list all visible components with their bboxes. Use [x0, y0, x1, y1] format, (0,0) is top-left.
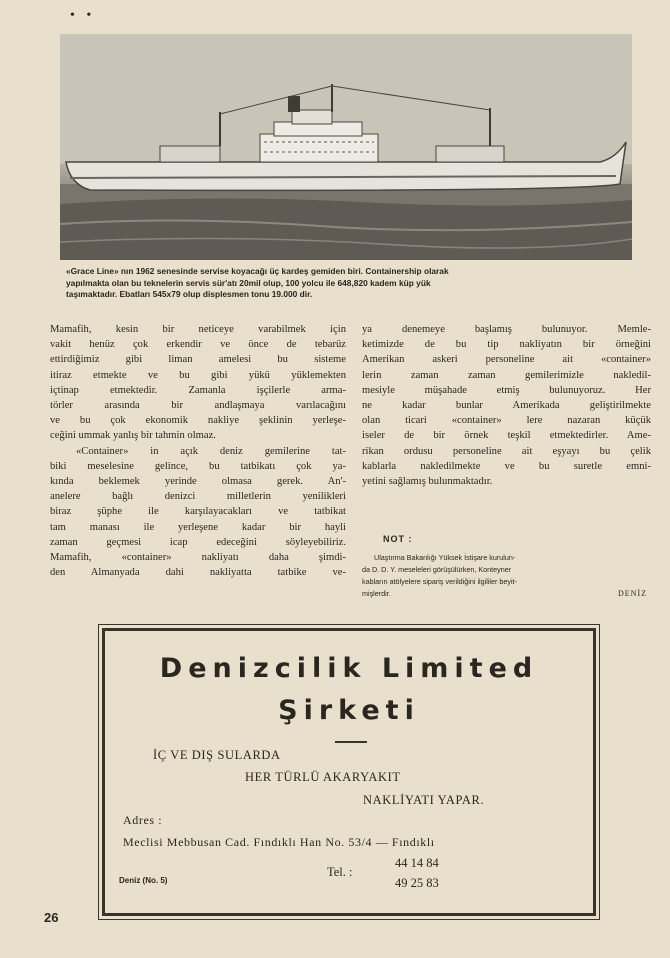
text-line: ne kadar bunlar Amerikada geliştirilmekte: [362, 400, 651, 412]
text-line: biraz şüphe ile karşılayacakları ve tatbikat: [50, 506, 346, 518]
text-line: mesiyle müşahade etmiş bulunuyoruz. Her: [362, 384, 651, 396]
note-signature: DENİZ: [618, 589, 647, 598]
caption-line: yapılmakta olan bu teknelerin servis sür'atı 20mil olup, 100 yolcu ile 648,820 kadem küp yük: [66, 277, 431, 288]
note-line: kabların atölyelere sipariş verildiğini ilgililer beyit-: [362, 577, 517, 586]
text-line: olan ticari «container» lere nazaran küçük: [362, 415, 651, 427]
ad-tel-label: Tel. :: [327, 865, 353, 879]
text-line: biki meselesine gelince, bu tatbikatı çok ya-: [50, 460, 346, 472]
text-line: ketimizde de bu tip nakliyatın bir örneğini: [362, 339, 651, 351]
ad-source: Deniz (No. 5): [119, 876, 168, 885]
text-line: kında beklemek yerinde olmasa gerek. An'-: [50, 476, 346, 488]
paragraph: [50, 322, 346, 444]
text-line: itiraz etmekte ve bu gibi yükü yüklemekten: [50, 369, 346, 381]
top-mark: • •: [70, 8, 96, 23]
article-left-column: [50, 322, 346, 580]
ad-divider: [335, 741, 367, 743]
text-line: zaman geçmesi icap edeceğini söyleyebiliriz.: [50, 536, 346, 548]
text-line: törler arasında bir andlaşmaya varılacağını: [50, 400, 346, 412]
ad-address: Meclisi Mebbusan Cad. Fındıklı Han No. 53/4 — Fındıklı: [123, 835, 435, 849]
text-line: anelere bağlı denizci milletlerin yenilikleri: [50, 491, 346, 503]
ad-phone: 49 25 83: [395, 876, 439, 890]
ad-company-name: Denizcilik Limited: [159, 653, 539, 684]
ad-company-type: Şirketi: [278, 695, 420, 726]
note-line: da D. D. Y. meseleleri görüşülürken, Konteyner: [362, 565, 512, 574]
note-title: NOT :: [383, 534, 413, 544]
paragraph: [362, 322, 651, 489]
ad-service-line: HER TÜRLÜ AKARYAKIT: [245, 770, 401, 784]
ad-address-label: Adres :: [123, 813, 163, 827]
text-line: yetini sağlamış bulunmaktadır.: [362, 476, 493, 488]
ad-service-line: NAKLİYATI YAPAR.: [363, 793, 485, 807]
note-line: Ulaştırma Bakanlığı Yüksek İstişare kurulun-: [374, 553, 516, 562]
page-number: 26: [44, 910, 59, 925]
text-line: Mamafih, «container» nakliyatı daha şimdi-: [50, 552, 346, 564]
ad-service-line: İÇ VE DIŞ SULARDA: [153, 748, 281, 762]
photo-caption: [66, 266, 628, 301]
text-line: Amerikan askeri personeline ait «container»: [362, 354, 651, 366]
containership-illustration: [60, 34, 632, 260]
text-line: tam manası ile yerleşene kadar bir hayli: [50, 521, 346, 533]
text-line: vakit henüz çok erkendir ve önce de tebarüz: [50, 339, 346, 351]
article-right-column: [362, 322, 651, 489]
text-line: lerin zaman zaman gemilerimizle nakledil-: [362, 369, 651, 381]
paragraph: [50, 444, 346, 581]
text-line: den Almanyada dahi nakliyatta tatbike ve-: [50, 567, 346, 579]
note-text: [362, 552, 649, 600]
text-line: ve bu çok ekonomik nakliye şeklinin yerleşe-: [50, 415, 346, 427]
caption-line: «Grace Line» nın 1962 senesinde servise koyacağı üç kardeş gemiden biri. Containership olarak: [66, 266, 449, 276]
text-line: ceğini ummak yanlış bir tahmin olmaz.: [50, 430, 216, 442]
text-line: ya denemeye başlamış bulunuyor. Memle-: [362, 324, 651, 335]
note-line: mişlerdir.: [362, 589, 391, 598]
text-line: kablarla nakledilmekte ve bu suretle emni-: [362, 460, 651, 472]
text-line: ettirdiğimiz gibi liman amelesi bu sisteme: [50, 354, 346, 366]
text-line: Mamafih, kesin bir neticeye varabilmek için: [50, 324, 346, 335]
text-line: rikan ordusu personeline ait eşyayı bu çelik: [362, 445, 651, 457]
ad-phone: 44 14 84: [395, 856, 439, 870]
text-line: «Container» in açık deniz gemilerine tat-: [76, 445, 346, 457]
ship-photo: [60, 34, 632, 260]
text-line: iseler de bir örnek teşkil etmektedirler. Ame-: [362, 430, 651, 442]
advertisement-box: [102, 628, 596, 916]
caption-line: taşımaktadır. Ebatları 545x79 olup displesmen tonu 19.000 dir.: [66, 289, 313, 299]
text-line: içtinap etmektedir. Zamanla işçilerle arma-: [50, 384, 346, 396]
